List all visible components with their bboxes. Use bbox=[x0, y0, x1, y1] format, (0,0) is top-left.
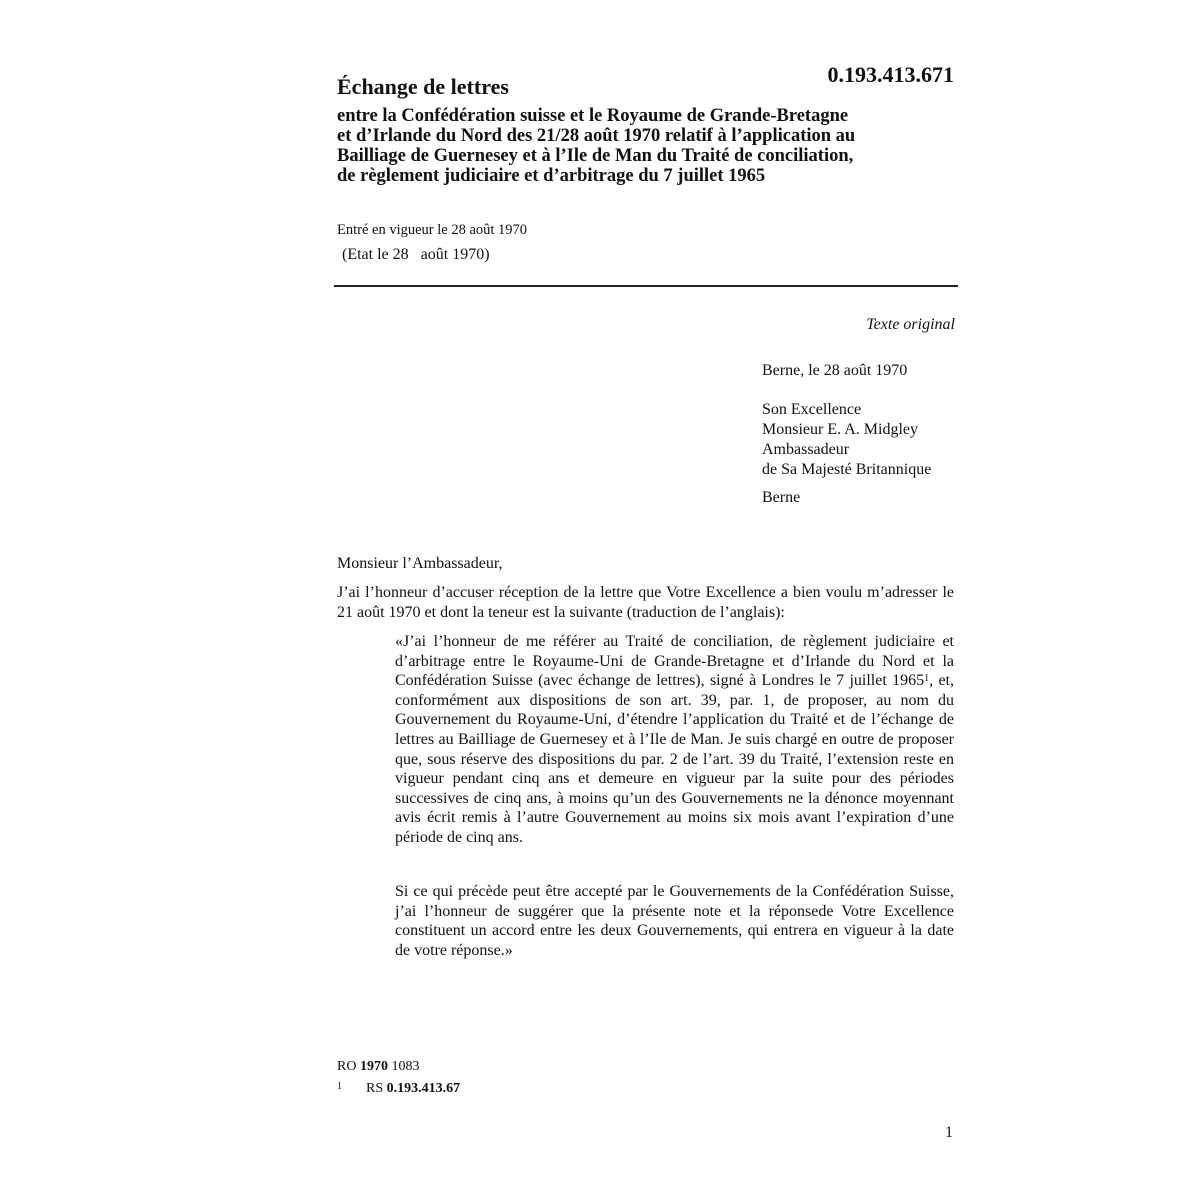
quoted-paragraph bbox=[395, 632, 954, 848]
quote-text: , et, conformément aux dispositions de son art. 39, par. 1, de proposer, au nom du Gouvernement du Royaume-Uni, d’étendre l’application du Traité et de l’échange de lettres au Bailliage de Guernesey et à l’Ile de Man. Je suis chargé en outre de proposer que, sous réserve des dispositions du par. 2 de l’art. 39 du Traité, l’extension reste en vigueur pendant cinq ans et demeure en vigueur par la suite pour des périodes successives de cinq ans, à moins qu’un des Gouvernements ne la dénonce moyennant avis écrit remis à l’autre Gouvernement au moins six mois avant l’expiration d’une période de cinq ans. bbox=[395, 672, 955, 846]
quote-text: «J’ai l’honneur de me référer au Traité de conciliation, de règlement judiciaire et d’arbitrage entre le Royaume-Uni de Grande-Bretagne et d’Irlande du Nord et la Confédération Suisse (avec échange de lettres), signé à Londres le 7 juillet 1965 bbox=[395, 633, 954, 690]
subtitle-line: entre la Confédération suisse et le Royaume de Grande-Bretagne bbox=[337, 106, 849, 126]
document-title: Échange de lettres bbox=[337, 74, 509, 99]
rs-number: 0.193.413.671 bbox=[827, 62, 954, 87]
status-date: (Etat le 28 août 1970) bbox=[342, 246, 490, 263]
entry-into-force: Entré en vigueur le 28 août 1970 bbox=[337, 222, 528, 238]
ro-year: 1970 bbox=[359, 1059, 388, 1074]
original-text-label: Texte original bbox=[866, 316, 955, 333]
recipient-city: Berne bbox=[762, 489, 801, 506]
footnote-reference[interactable]: 1 bbox=[924, 673, 930, 685]
subtitle-line: Bailliage de Guernesey et à l’Ile de Man du Traité de conciliation, bbox=[337, 146, 854, 166]
subtitle-line: de règlement judiciaire et d’arbitrage du 7 juillet 1965 bbox=[337, 166, 766, 186]
document-subtitle bbox=[337, 106, 937, 186]
ro-reference bbox=[337, 1059, 419, 1075]
footnote-prefix: RS bbox=[366, 1081, 384, 1096]
place-date: Berne, le 28 août 1970 bbox=[762, 362, 908, 379]
recipient-line: de Sa Majesté Britannique bbox=[762, 461, 932, 478]
letter-paragraph: J’ai l’honneur d’accuser réception de la lettre que Votre Excellence a bien voulu m’adresser le 21 août 1970 et dont la teneur est la suivante (traduction de l’anglais): bbox=[337, 584, 954, 621]
header-divider bbox=[334, 285, 958, 287]
recipient-line: Monsieur E. A. Midgley bbox=[762, 421, 918, 438]
ro-prefix: RO bbox=[337, 1059, 357, 1074]
quote-text: Si ce qui précède peut être accepté par le Gouvernements de la Confédération Suisse, j’ai l’honneur de suggérer que la présente note et la réponsede Votre Excellence constituent un accord entre les deux Gouvernements, qui entrera en vigueur à la date de votre réponse.» bbox=[395, 883, 954, 959]
recipient-line: Ambassadeur bbox=[762, 441, 850, 458]
ro-page: 1083 bbox=[391, 1059, 420, 1074]
recipient-line: Son Excellence bbox=[762, 401, 862, 418]
footnote bbox=[337, 1081, 460, 1097]
footnote-link[interactable]: 0.193.413.67 bbox=[386, 1081, 461, 1096]
page-number: 1 bbox=[945, 1124, 953, 1141]
letter-address-block bbox=[762, 361, 931, 508]
footnote-number: 1 bbox=[337, 1081, 342, 1092]
quoted-paragraph bbox=[395, 882, 954, 960]
subtitle-line: et d’Irlande du Nord des 21/28 août 1970 relatif à l’application au bbox=[337, 126, 856, 146]
salutation: Monsieur l’Ambassadeur, bbox=[337, 555, 503, 572]
